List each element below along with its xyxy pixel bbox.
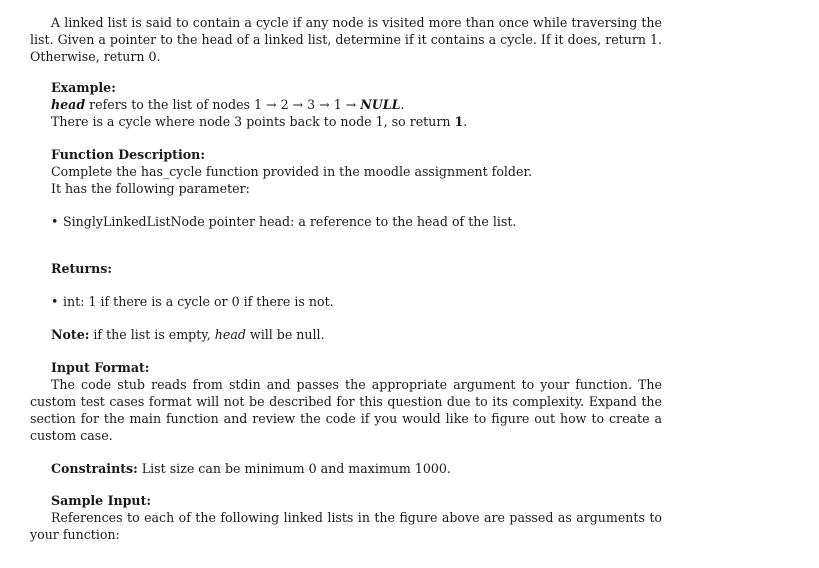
example-section xyxy=(51,79,662,130)
return-value: 1 xyxy=(454,114,464,129)
function-description-section xyxy=(51,146,662,197)
sample-input-heading: Sample Input: xyxy=(51,493,152,508)
input-format-paragraph: The code stub reads from stdin and passes the appropriate argument to your function. The custom test cases format will not be described for this question due to its complexity. Expand the section for the main function and review the code if you would like to figure out how to create a custom case. xyxy=(30,377,662,443)
returns-heading: Returns: xyxy=(51,261,112,276)
head-term: head xyxy=(51,97,86,112)
function-description-line-1: Complete the has_cycle function provided in the moodle assignment folder. xyxy=(51,164,533,179)
problem-statement xyxy=(30,14,662,543)
constraints-line: Constraints: List size can be minimum 0 and maximum 1000. xyxy=(51,461,451,476)
head-term: head xyxy=(214,327,246,342)
note-line: Note: if the list is empty, head will be null. xyxy=(51,327,325,342)
example-heading: Example: xyxy=(51,80,116,95)
example-line-2: There is a cycle where node 3 points back to node 1, so return 1. xyxy=(51,114,468,129)
bullet-dot: • xyxy=(51,214,59,229)
null-term: NULL xyxy=(360,97,401,112)
sample-input-paragraph: References to each of the following linked lists in the figure above are passed as arguments to your function: xyxy=(30,510,662,542)
note-label: Note: xyxy=(51,327,90,342)
constraints-label: Constraints: xyxy=(51,461,138,476)
function-description-line-2: It has the following parameter: xyxy=(51,181,250,196)
parameter-bullet xyxy=(51,213,662,230)
bullet-dot: • xyxy=(51,294,59,309)
example-line-1: head refers to the list of nodes 1 → 2 → 3 → 1 → NULL. xyxy=(51,97,405,112)
function-description-heading: Function Description: xyxy=(51,147,205,162)
returns-text: int: 1 if there is a cycle or 0 if there is not. xyxy=(63,294,334,309)
input-format-heading: Input Format: xyxy=(51,360,150,375)
returns-bullet xyxy=(51,293,662,310)
parameter-text: SinglyLinkedListNode pointer head: a reference to the head of the list. xyxy=(63,214,517,229)
intro-paragraph: A linked list is said to contain a cycle if any node is visited more than once while traversing the list. Given a pointer to the head of a linked list, determine if it contains a cycle. If it does, return 1. Otherwise, return 0. xyxy=(30,15,662,64)
